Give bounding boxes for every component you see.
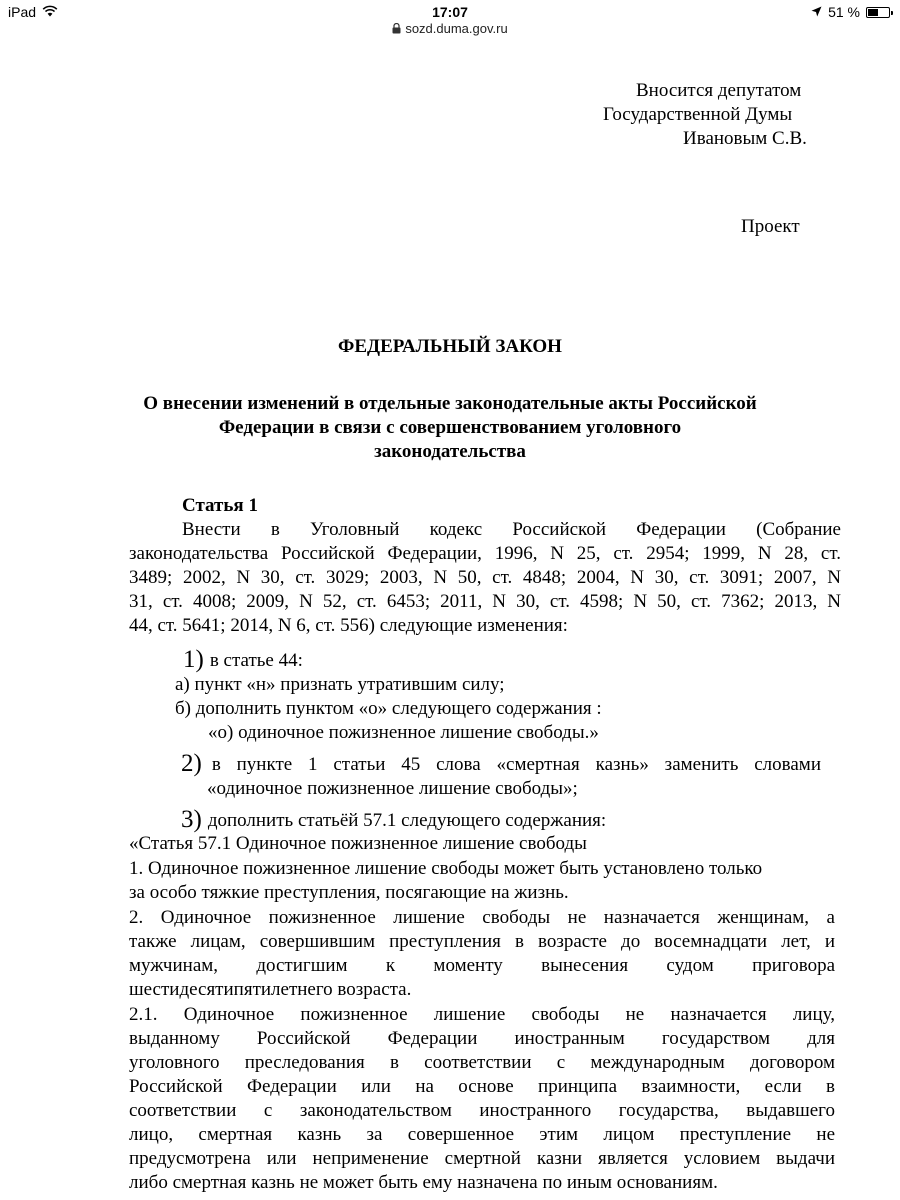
author-line-2: Государственной Думы bbox=[603, 104, 793, 125]
article-1-intro-line: 3489; 2002, N 30, ст. 3029; 2003, N 50, ст. 4848; 2004, N 30, ст. 3091; 2007, N bbox=[129, 567, 841, 588]
location-arrow-icon bbox=[811, 4, 822, 20]
item-3 bbox=[181, 807, 606, 833]
url-domain[interactable]: sozd.duma.gov.ru bbox=[405, 21, 508, 36]
item-2-number: 2) bbox=[181, 750, 202, 777]
paragraph-1-line: за особо тяжкие преступления, посягающие на жизнь. bbox=[129, 882, 569, 903]
paragraph-2-line: мужчинам, достигшим к моменту вынесения судом приговора bbox=[129, 955, 835, 976]
item-1-text: в статье 44: bbox=[209, 650, 303, 671]
law-subtitle-line-1: О внесении изменений в отдельные законодательные акты Российской bbox=[143, 393, 757, 414]
article-57-1-heading: «Статья 57.1 Одиночное пожизненное лишение свободы bbox=[129, 833, 587, 854]
paragraph-2-1-line: выданному Российской Федерации иностранным государством для bbox=[129, 1028, 835, 1049]
paragraph-2-1-line: 2.1. Одиночное пожизненное лишение свободы не назначается лицу, bbox=[129, 1004, 835, 1025]
item-2-line-2: «одиночное пожизненное лишение свободы»; bbox=[207, 778, 578, 799]
paragraph-2-1-line: Российской Федерации или на основе принципа взаимности, если в bbox=[129, 1076, 835, 1097]
paragraph-2-1-line: либо смертная казнь не может быть ему назначена по иным основаниям. bbox=[129, 1172, 718, 1193]
paragraph-2-1-line: уголовного преследования в соответствии с международным договором bbox=[129, 1052, 835, 1073]
lock-icon bbox=[392, 22, 401, 37]
paragraph-2-1-line: лицо, смертная казнь за совершенное этим лицом преступление не bbox=[129, 1124, 835, 1145]
item-1-a: а) пункт «н» признать утратившим силу; bbox=[175, 674, 505, 695]
url-bar[interactable] bbox=[0, 21, 900, 43]
item-1-number: 1) bbox=[183, 646, 204, 673]
author-line-3: Ивановым С.В. bbox=[683, 128, 807, 149]
item-1 bbox=[183, 647, 303, 673]
item-1-b: б) дополнить пунктом «о» следующего содержания : bbox=[175, 698, 602, 719]
status-time: 17:07 bbox=[432, 4, 468, 20]
paragraph-1-line: 1. Одиночное пожизненное лишение свободы может быть установлено только bbox=[129, 858, 763, 879]
law-subtitle-line-2: Федерации в связи с совершенствованием уголовного bbox=[218, 417, 682, 438]
project-label: Проект bbox=[741, 216, 800, 237]
article-1-heading: Статья 1 bbox=[182, 495, 258, 516]
item-3-text: дополнить статьёй 57.1 следующего содержания: bbox=[207, 810, 607, 831]
author-line-1: Вносится депутатом bbox=[636, 80, 802, 101]
paragraph-2-1-line: предусмотрена или неприменение смертной казни является условием выдачи bbox=[129, 1148, 835, 1169]
law-title: ФЕДЕРАЛЬНЫЙ ЗАКОН bbox=[338, 336, 562, 357]
law-subtitle-line-3: законодательства bbox=[374, 441, 526, 462]
article-1-intro-line: Внести в Уголовный кодекс Российской Федерации (Собрание bbox=[182, 519, 841, 540]
device-name: iPad bbox=[8, 4, 37, 20]
article-1-intro-line: законодательства Российской Федерации, 1996, N 25, ст. 2954; 1999, N 28, ст. bbox=[129, 543, 841, 564]
paragraph-2-line: шестидесятипятилетнего возраста. bbox=[129, 979, 412, 1000]
paragraph-2-line: также лицам, совершившим преступления в возрасте до восемнадцати лет, и bbox=[129, 931, 835, 952]
item-2-line-1: в пункте 1 статьи 45 слова «смертная казнь» заменить словами bbox=[211, 754, 821, 775]
status-right bbox=[811, 4, 890, 20]
paragraph-2-line: 2. Одиночное пожизненное лишение свободы не назначается женщинам, а bbox=[129, 907, 835, 928]
item-2 bbox=[181, 751, 821, 777]
item-1-b-text: «о) одиночное пожизненное лишение свободы.» bbox=[208, 722, 599, 743]
battery-icon bbox=[866, 7, 890, 18]
paragraph-2-1-line: соответствии с законодательством иностранного государства, выдавшего bbox=[129, 1100, 835, 1121]
article-1-intro-line: 31, ст. 4008; 2009, N 52, ст. 6453; 2011, N 30, ст. 4598; N 50, ст. 7362; 2013, N bbox=[129, 591, 841, 612]
battery-percent: 51 % bbox=[828, 4, 860, 20]
article-1-intro-line: 44, ст. 5641; 2014, N 6, ст. 556) следующие изменения: bbox=[129, 615, 568, 636]
item-3-number: 3) bbox=[181, 806, 202, 833]
